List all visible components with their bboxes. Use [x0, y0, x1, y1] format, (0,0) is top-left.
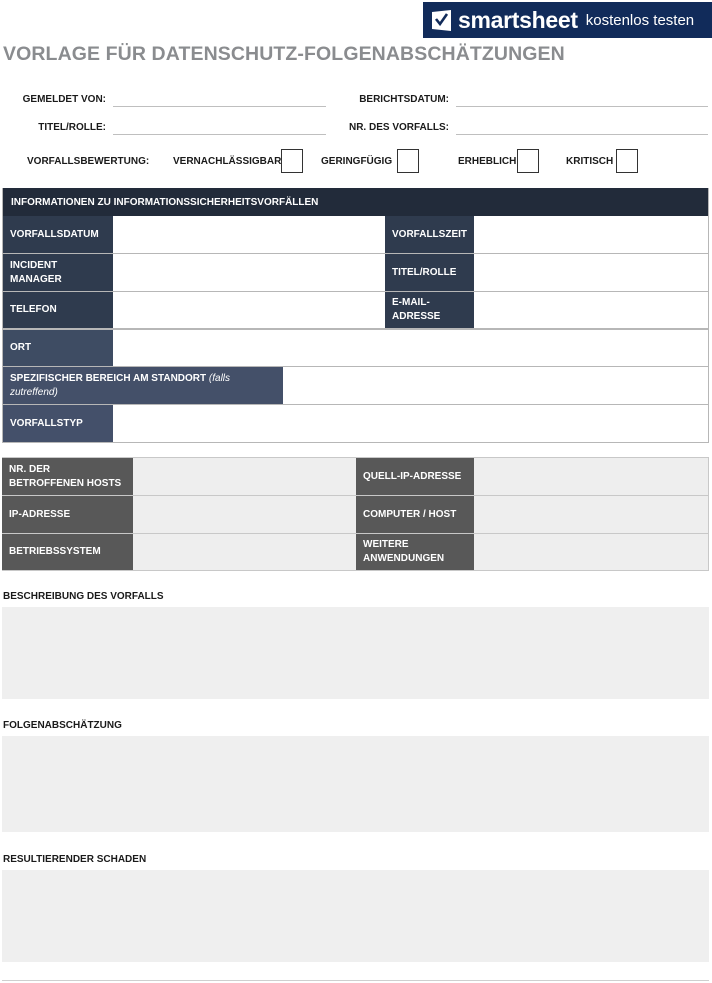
location-label: ORT [3, 330, 113, 366]
incident-date-input[interactable] [113, 216, 385, 253]
rating-option-negligible: VERNACHLÄSSIGBAR [173, 156, 282, 167]
rating-option-significant: ERHEBLICH [458, 156, 517, 167]
specific-area-input[interactable] [283, 367, 708, 404]
specific-area-note: (falls zutreffend) [10, 373, 231, 398]
affected-hosts-input[interactable] [133, 458, 356, 495]
rating-option-critical: KRITISCH [566, 156, 614, 167]
reported-by-label: GEMELDET VON: [22, 94, 106, 105]
location-input[interactable] [113, 330, 708, 366]
incident-info-header: INFORMATIONEN ZU INFORMATIONSSICHERHEITSVORFÄLLEN [3, 188, 708, 216]
damage-textarea[interactable] [2, 870, 709, 962]
checkbox-minor[interactable] [397, 149, 419, 173]
checkbox-critical[interactable] [616, 149, 638, 173]
checkbox-negligible[interactable] [281, 149, 303, 173]
host-info-table [2, 457, 709, 571]
os-label: BETRIEBSSYSTEM [2, 534, 133, 570]
table-row [3, 216, 708, 254]
table-row [3, 292, 708, 330]
table-row [3, 254, 708, 292]
other-apps-label: WEITERE ANWENDUNGEN [356, 534, 474, 570]
incident-manager-label: INCIDENT MANAGER [3, 254, 113, 291]
description-label: BESCHREIBUNG DES VORFALLS [3, 591, 164, 602]
other-apps-input[interactable] [474, 534, 708, 570]
role-label: TITEL/ROLLE: [38, 122, 106, 133]
computer-host-label: COMPUTER / HOST [356, 496, 474, 533]
rating-option-minor: GERINGFÜGIG [321, 156, 393, 167]
incident-type-input[interactable] [113, 405, 708, 442]
checkbox-significant[interactable] [517, 149, 539, 173]
role-field[interactable] [113, 134, 326, 135]
incident-no-label: NR. DES VORFALLS: [348, 122, 449, 133]
table-row [2, 496, 708, 534]
report-date-label: BERICHTSDATUM: [359, 94, 449, 105]
source-ip-label: QUELL-IP-ADRESSE [356, 458, 474, 495]
impact-label: FOLGENABSCHÄTZUNG [3, 720, 122, 731]
incident-type-label: VORFALLSTYP [3, 405, 113, 442]
page-divider [2, 980, 709, 981]
specific-area-label: SPEZIFISCHER BEREICH AM STANDORT (falls zutreffend) [3, 367, 283, 404]
description-textarea[interactable] [2, 607, 709, 699]
reported-by-field[interactable] [113, 106, 326, 107]
phone-input[interactable] [113, 292, 385, 328]
incident-no-field[interactable] [456, 134, 708, 135]
ip-address-input[interactable] [133, 496, 356, 533]
incident-info-table [2, 188, 709, 443]
table-row [3, 367, 708, 405]
computer-host-input[interactable] [474, 496, 708, 533]
phone-label: TELEFON [3, 292, 113, 328]
affected-hosts-label: NR. DER BETROFFENEN HOSTS [2, 458, 133, 495]
damage-label: RESULTIERENDER SCHADEN [3, 854, 147, 865]
source-ip-input[interactable] [474, 458, 708, 495]
trial-cta: kostenlos testen [585, 11, 695, 29]
email-input[interactable] [474, 292, 708, 328]
table-row [2, 534, 708, 571]
ip-address-label: IP-ADRESSE [2, 496, 133, 533]
table-row [2, 458, 708, 496]
incident-date-label: VORFALLSDATUM [3, 216, 113, 253]
smartsheet-trial-banner[interactable] [423, 2, 712, 38]
rating-label: VORFALLSBEWERTUNG: [27, 156, 150, 167]
incident-time-input[interactable] [474, 216, 708, 253]
smartsheet-logo-icon [432, 10, 451, 31]
table-row [3, 330, 708, 367]
page-title: VORLAGE FÜR DATENSCHUTZ-FOLGENABSCHÄTZUNGEN [3, 43, 565, 65]
title-role-input[interactable] [474, 254, 708, 291]
os-input[interactable] [133, 534, 356, 570]
title-role-label: TITEL/ROLLE [385, 254, 474, 291]
impact-textarea[interactable] [2, 736, 709, 832]
brand-name: smartsheet [458, 6, 578, 33]
report-date-field[interactable] [456, 106, 708, 107]
incident-manager-input[interactable] [113, 254, 385, 291]
incident-time-label: VORFALLSZEIT [385, 216, 474, 253]
email-label: E-MAIL-ADRESSE [385, 292, 474, 328]
table-row [3, 405, 708, 443]
